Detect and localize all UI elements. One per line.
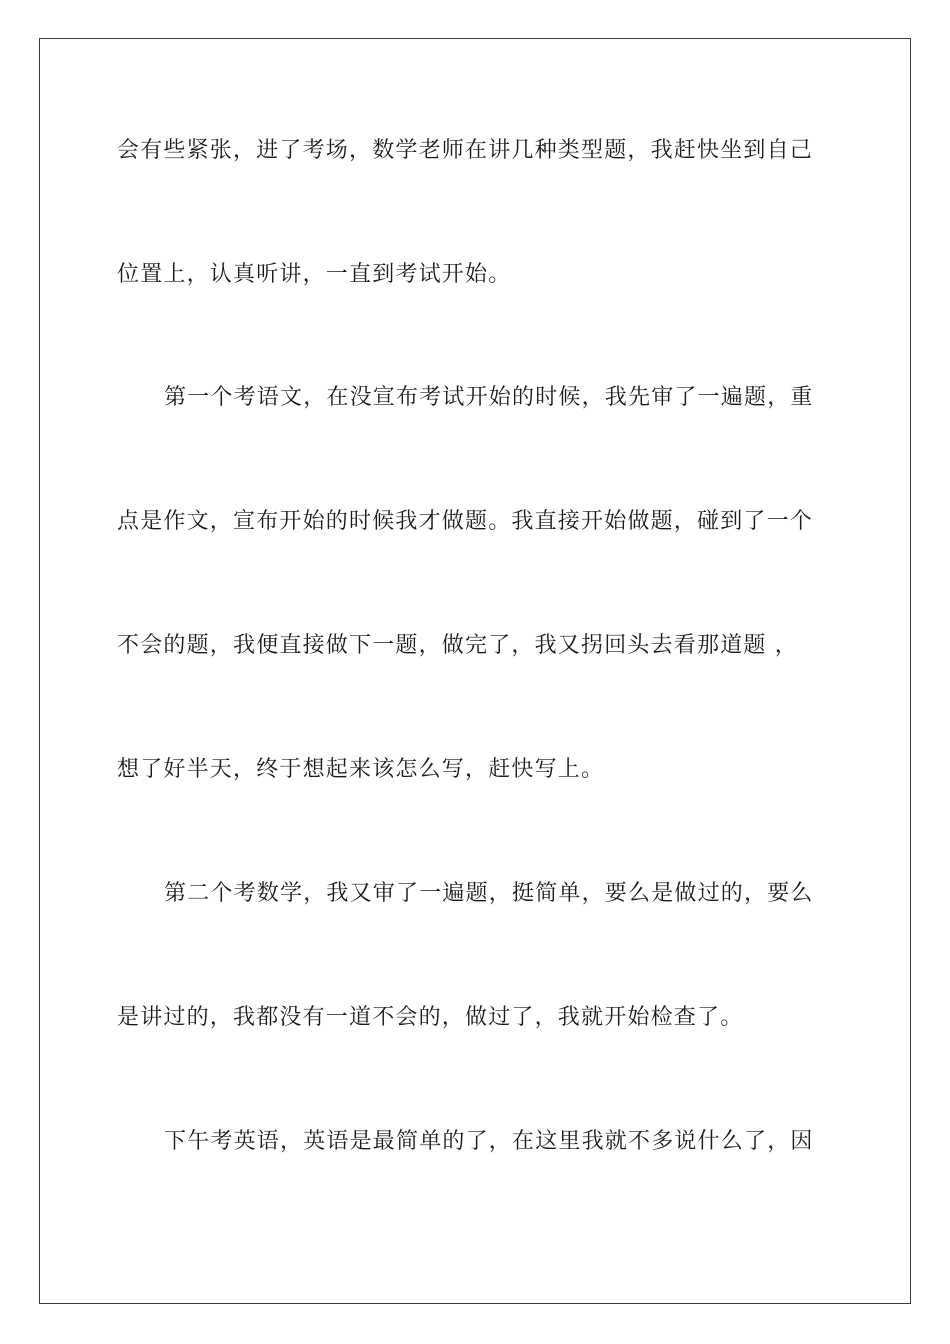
paragraph-line: 第一个考语文，在没宣布考试开始的时候，我先审了一遍题，重 [164, 385, 814, 410]
paragraph-line: 下午考英语，英语是最简单的了，在这里我就不多说什么了，因 [164, 1129, 814, 1154]
paragraph-line: 会有些紧张，进了考场，数学老师在讲几种类型题，我赶快坐到自己 [117, 138, 814, 163]
paragraph-line: 位置上，认真听讲，一直到考试开始。 [117, 262, 512, 287]
paragraph-line: 想了好半天，终于想起来该怎么写，赶快写上。 [117, 757, 605, 782]
page-border [39, 38, 911, 1304]
paragraph-line: 是讲过的，我都没有一道不会的，做过了，我就开始检查了。 [117, 1005, 744, 1030]
paragraph-line: 点是作文，宣布开始的时候我才做题。我直接开始做题，碰到了一个 [117, 509, 814, 534]
paragraph-line: 第二个考数学，我又审了一遍题，挺简单，要么是做过的，要么 [164, 881, 814, 906]
paragraph-line: 不会的题，我便直接做下一题，做完了，我又拐回头去看那道题 ， [117, 633, 798, 658]
